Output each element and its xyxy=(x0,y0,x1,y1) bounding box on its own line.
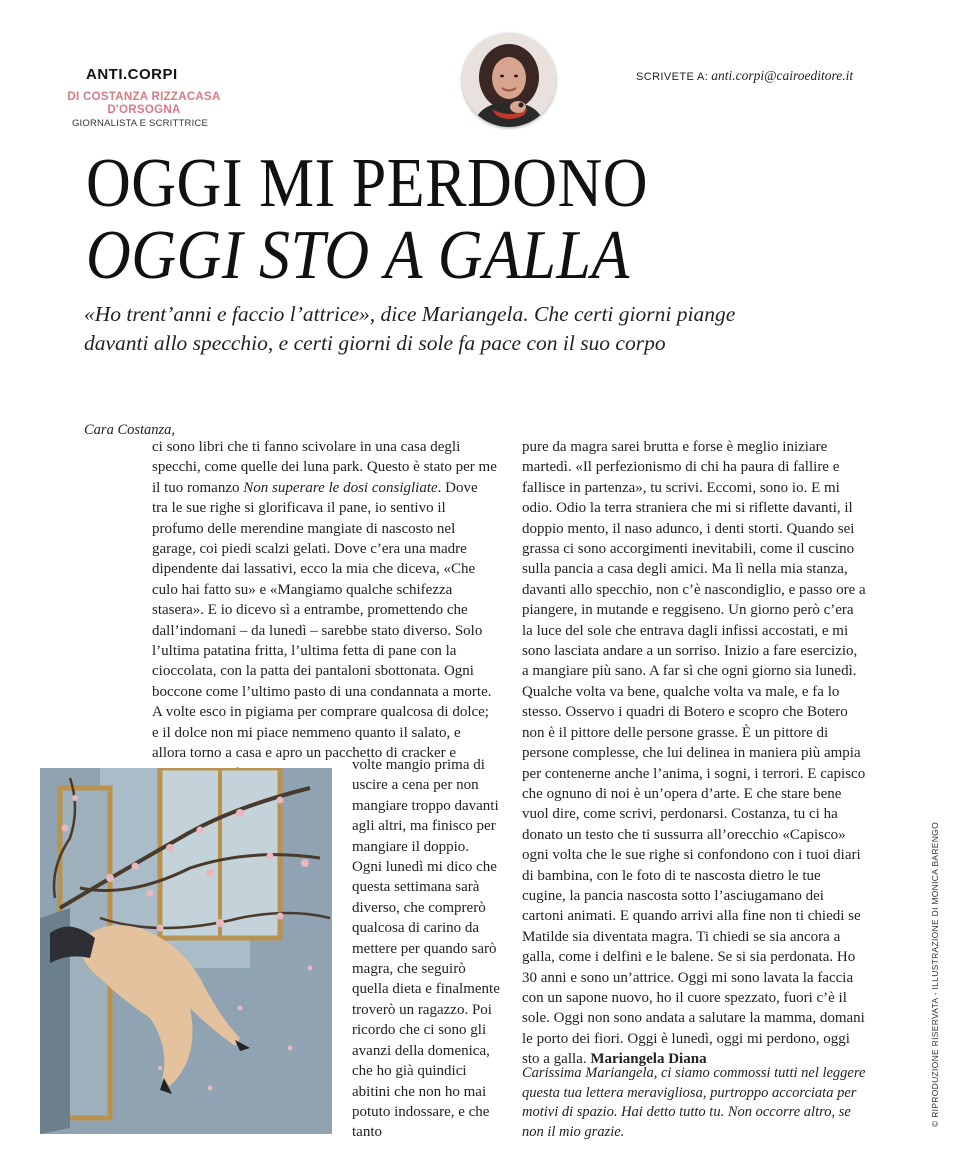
author-role: GIORNALISTA E SCRITTRICE xyxy=(71,118,209,129)
letter-text: pure da magra sarei brutta e forse è meglio iniziare martedì. «Il perfezionismo di chi ha paura di fallire e fallisce in partenza», tu scrivi. Eccomi, sono io. E mi odio. Odio la terra straniera che mi si riflette davanti, il doppio mento, il naso adunco, i denti storti. Quando sei grassa ci sono accorgimenti inevitabili, come il cuscino sulla pancia a casa degli amici. Ma lì nella mia stanza, davanti allo specchio, non c’è nascondiglio, e passo ore a piangere, in mutande e reggiseno. Un giorno però c’era la luce del sole che entrava dagli infissi accostati, e mi sono lasciata andare a un sorriso. Inizio a fare esercizio, a mangiare più sano. A far sì che ogni giorno sia lunedì. Qualche volta va bene, qualche volta va male, e fa lo stesso. Osservo i quadri di Botero e scopro che Botero non è il pittore delle persone grasse. È un pittore di persone complesse, che lui delinea in maniera più ampia per contenerne anche l’anima, i sogni, i terrori. E capisco che ognuno di noi è un’opera d’arte. E che stare bene vuol dire, come scrivi, perdonarsi. Costanza, tu ci ha donato un testo che ti sussurra all’orecchio «Capisco» ogni volta che le sue righe si confondono con i tuoi diari di bambina, con le foto di te nascosta dietro le tue cugine, la pancia nascosta sotto l’asciugamano dei cartoni animati. E quando arrivi alla fine non ti chiedi se Matilde sia diventata magra. Ti chiedi se sia ancora a galla, come i delfini e le balene. Se si sia perdonata. Ho 30 anni e sono un’attrice. Oggi mi sono lavata la faccia con un sapone nuovo, ho il cuore spezzato, fuori c’è il sole. Oggi non sono andata a salutare la mamma, domani le porto dei fiori. Oggi è lunedì, oggi mi perdono, oggi sto a galla. xyxy=(522,439,866,1068)
author-portrait-image xyxy=(462,33,556,127)
copyright-credit: © RIPRODUZIONE RISERVATA - ILLUSTRAZIONE DI MONICA BARENGO xyxy=(930,822,940,1127)
contact-label: SCRIVETE A: xyxy=(636,71,709,83)
column-name: ANTI.CORPI xyxy=(86,66,178,83)
letter-salutation: Cara Costanza, xyxy=(84,422,176,438)
headline-line-2: OGGI STO A GALLA xyxy=(86,217,630,294)
letter-column-2 xyxy=(522,437,867,1070)
book-title: Non superare le dosi consigliate xyxy=(243,479,438,496)
letter-column-1 xyxy=(152,437,497,784)
letter-signature: Mariangela Diana xyxy=(590,1051,707,1068)
author-byline: DI COSTANZA RIZZACASA D'ORSOGNA xyxy=(67,91,221,116)
editor-reply: Carissima Mariangela, ci siamo commossi tutti nel leggere questa tua lettera meravigliosa, purtroppo accorciata per motivi di spazio. Hai detto tutto tu. Non occorre altro, se non il mio grazie. xyxy=(522,1065,866,1140)
standfirst: «Ho trent’anni e faccio l’attrice», dice Mariangela. Che certi giorni piange davanti allo specchio, e certi giorni di sole fa pace con il suo corpo xyxy=(84,302,736,355)
letter-column-1-wrap: volte mangio prima di uscire a cena per non mangiare troppo davanti agli altri, ma finisco per mangiare il doppio. Ogni lunedì mi dico che questa settimana sarà diverso, che comprerò qualcosa di carino da mettere per quando sarò magra, che seguirò quella dieta e finalmente troverò un ragazzo. Poi ricordo che ci sono gli avanzi della domenica, che ho già quindici abitini che non ho mai potuto indossare, e che tanto xyxy=(352,757,500,1141)
headline-line-1: OGGI MI PERDONO xyxy=(86,145,649,222)
author-avatar xyxy=(462,33,556,127)
illustration-image xyxy=(40,768,332,1134)
letter-text: . Dove tra le sue righe si glorificava il pane, io sentivo il profumo delle merendine mangiate di nascosto nel garage, coi piedi scalzi gelati. Dove c’era una madre dipendente dai lassativi, ecco la mia che diceva, «Che culo hai fatto su» e «Mangiamo qualche schifezza stasera». E io dicevo sì a entrambe, promettendo che dall’indomani – da lunedì – sarebbe stato diverso. Solo l’ultima patatina fritta, l’ultima fetta di pane con la cioccolata, con la patta dei pantaloni sbottonata. Ogni boccone come l’ultimo pasto di una condannata a morte. A volte esco in pigiama per comprare qualcosa di dolce; e il dolce non mi piace nemmeno quanto il salato, e allora torno a casa e apro un pacchetto di cracker e xyxy=(152,479,492,762)
illustration xyxy=(40,768,332,1134)
contact-email-link[interactable]: anti.corpi@cairoeditore.it xyxy=(711,68,854,83)
letter-text: ci sono libri che ti fanno scivolare in una casa degli specchi, come quelle dei luna park. Questo è stato per me il tuo romanzo xyxy=(152,439,497,496)
contact-line xyxy=(636,68,853,84)
